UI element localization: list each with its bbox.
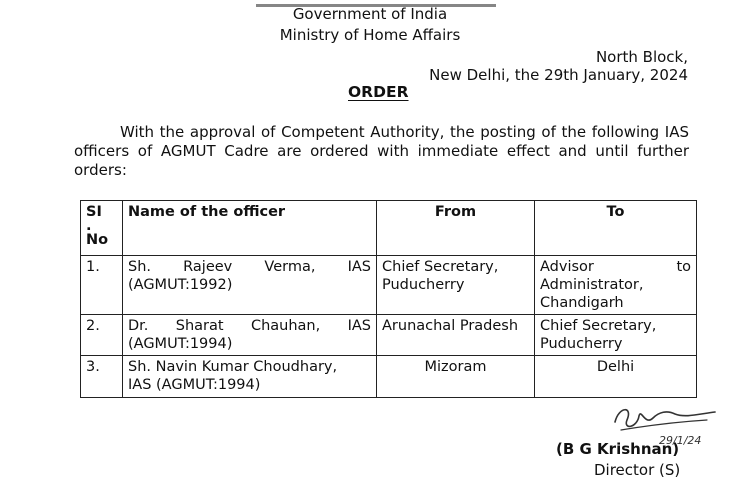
date-line: New Delhi, the 29th January, 2024 <box>429 66 688 84</box>
row-sl: 1. <box>81 256 123 315</box>
signatory-designation: Director (S) <box>594 461 681 479</box>
row-sl: 3. <box>81 356 123 398</box>
row-officer-name: Dr. Sharat Chauhan, IAS (AGMUT:1994) <box>123 315 377 356</box>
table-row <box>81 256 697 315</box>
row-to: Delhi <box>535 356 697 398</box>
row-from: Mizoram <box>377 356 535 398</box>
row-sl: 2. <box>81 315 123 356</box>
table-header-row <box>81 201 697 256</box>
address-line-1: North Block, <box>595 48 688 66</box>
header-officer-name: Name of the officer <box>123 201 377 256</box>
government-heading: Government of India <box>292 5 448 23</box>
row-officer-name: Sh. Navin Kumar Choudhary, IAS (AGMUT:1994) <box>123 356 377 398</box>
row-from: Arunachal Pradesh <box>377 315 535 356</box>
header-sl-no: SI . No <box>81 201 123 256</box>
row-to: Chief Secretary, Puducherry <box>535 315 697 356</box>
row-officer-name: Sh. Rajeev Verma, IAS (AGMUT:1992) <box>123 256 377 315</box>
row-from: Chief Secretary, Puducherry <box>377 256 535 315</box>
postings-table <box>80 200 697 398</box>
table-row <box>81 315 697 356</box>
header-from: From <box>377 201 535 256</box>
ministry-heading: Ministry of Home Affairs <box>279 26 461 44</box>
row-to: Advisor to Administrator, Chandigarh <box>535 256 697 315</box>
signatory-name: (B G Krishnan) <box>556 440 680 458</box>
order-title: ORDER <box>348 83 409 101</box>
order-body-text: With the approval of Competent Authority, the posting of the following IAS officers of AGMUT Cadre are ordered with immediate effect and until further orders: <box>74 123 689 179</box>
table-row <box>81 356 697 398</box>
header-to: To <box>535 201 697 256</box>
handwritten-date: 29/1/24 <box>659 434 702 447</box>
